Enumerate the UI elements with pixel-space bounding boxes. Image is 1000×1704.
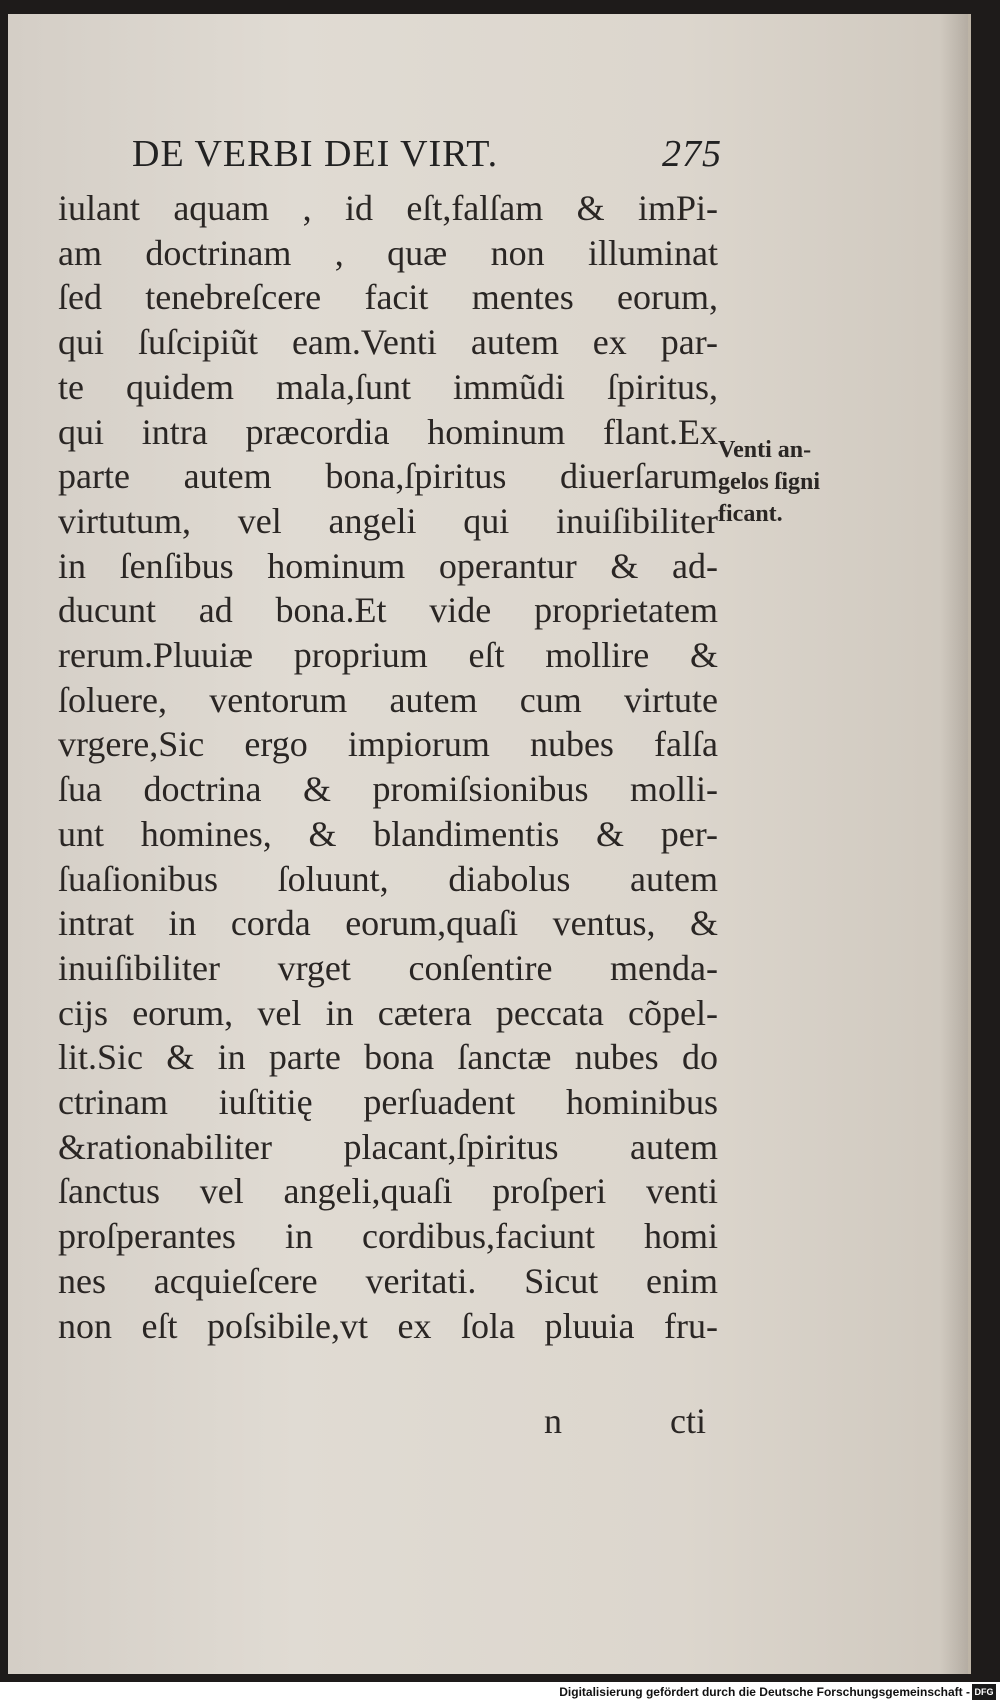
text-line: qui intra præcordia hominum flant.Ex	[58, 411, 718, 452]
text-line: ſuaſionibus ſoluunt, diabolus autem	[58, 858, 718, 899]
text-line: unt homines, & blandimentis & per-	[58, 813, 718, 854]
text-line: ſoluere, ventorum autem cum virtute	[58, 679, 718, 720]
text-line: non eſt poſsibile,vt ex ſola pluuia fru-	[58, 1305, 718, 1346]
text-line: iulant aquam , id eſt,falſam & imPi-	[58, 188, 718, 228]
margin-note	[718, 434, 878, 530]
text-line: am doctrinam , quæ non illuminat	[58, 232, 718, 273]
dfg-logo: DFG	[972, 1684, 996, 1700]
text-line: nes acquieſcere veritati. Sicut enim	[58, 1260, 718, 1301]
text-line: proſperantes in cordibus,faciunt homi	[58, 1216, 718, 1257]
body-text	[58, 186, 718, 1348]
text-line: te quidem mala,ſunt immũdi ſpiritus,	[58, 366, 718, 407]
text-line: in ſenſibus hominum operantur & ad-	[58, 545, 718, 586]
text-line: ctrinam iuſtitię perſuadent hominibus	[58, 1082, 718, 1123]
catchword: cti	[670, 1401, 706, 1441]
text-line: vrgere,Sic ergo impiorum nubes falſa	[58, 724, 718, 765]
text-line: lit.Sic & in parte bona ſanctæ nubes do	[58, 1037, 718, 1078]
text-line: qui ſuſcipiũt eam.Venti autem ex par-	[58, 322, 718, 363]
text-line: inuiſibiliter vrget conſentire menda-	[58, 947, 718, 988]
text-line: &rationabiliter placant,ſpiritus autem	[58, 1126, 718, 1167]
text-line: cijs eorum, vel in cætera peccata cõpel-	[58, 992, 718, 1033]
text-line: ſua doctrina & promiſsionibus molli-	[58, 769, 718, 810]
margin-note-line: Venti an-	[718, 437, 812, 463]
margin-note-line: gelos ſigni	[718, 469, 821, 495]
text-line: rerum.Pluuiæ proprium eſt mollire &	[58, 635, 718, 676]
text-line: ſanctus vel angeli,quaſi proſperi venti	[58, 1171, 718, 1212]
text-line: ſed tenebreſcere facit mentes eorum,	[58, 277, 718, 318]
book-page	[8, 14, 971, 1674]
digitization-footer	[0, 1682, 1000, 1704]
page-number: 275	[662, 133, 722, 175]
signature-mark: n	[544, 1401, 562, 1441]
footer-credit: Digitalisierung gefördert durch die Deutsche Forschungsgemeinschaft -	[559, 1685, 970, 1699]
running-head-title: DE VERBI DEI VIRT.	[132, 133, 499, 175]
margin-note-line: ficant.	[718, 501, 783, 527]
text-line: parte autem bona,ſpiritus diuerſarum	[58, 456, 718, 497]
text-line: intrat in corda eorum,quaſi ventus, &	[58, 903, 718, 944]
text-line: ducunt ad bona.Et vide proprietatem	[58, 590, 718, 631]
text-line: virtutum, vel angeli qui inuiſibiliter	[58, 500, 718, 541]
